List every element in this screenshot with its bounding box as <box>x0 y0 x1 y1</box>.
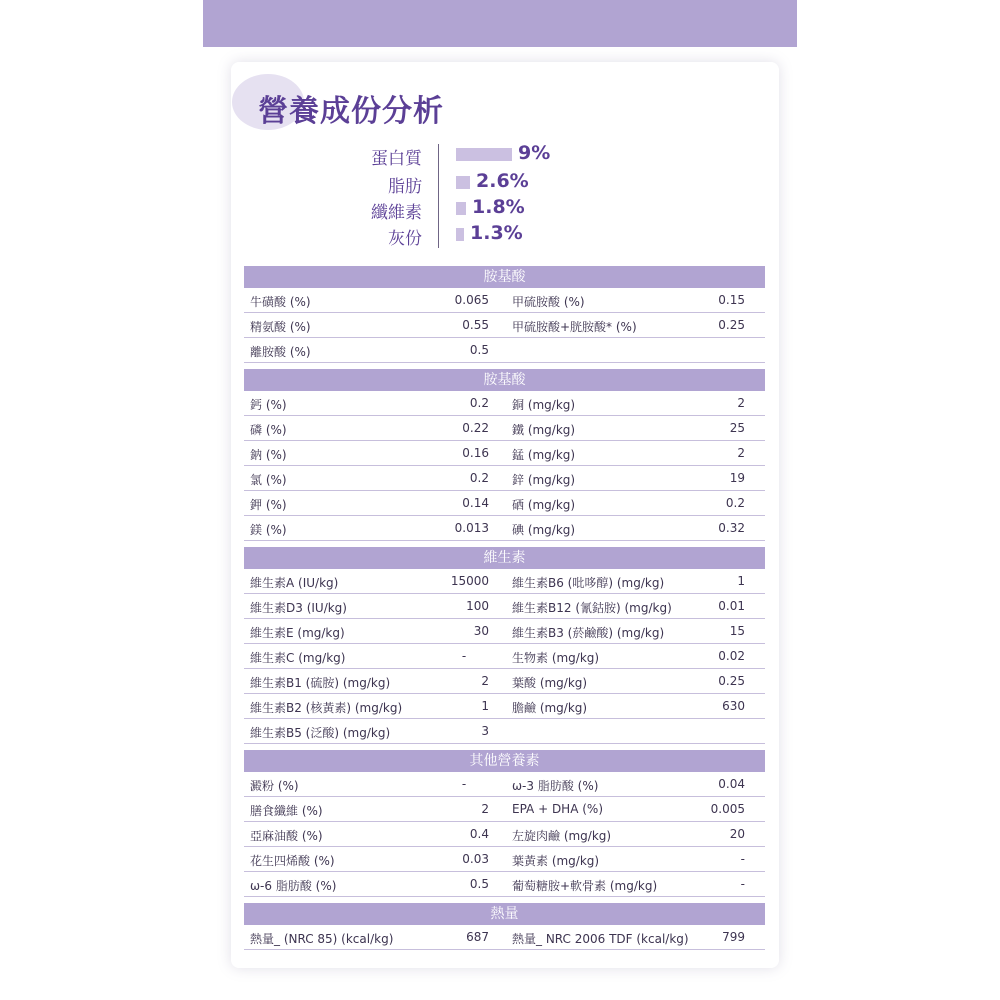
table-row <box>244 516 765 541</box>
summary-bar <box>456 202 466 215</box>
nutrient-value: 0.14 <box>462 496 489 510</box>
nutrient-value: 0.25 <box>718 674 745 688</box>
summary-value: 2.6% <box>476 170 529 192</box>
nutrient-value: 0.5 <box>469 343 489 357</box>
nutrient-name: 錳 (mg/kg) <box>512 448 576 462</box>
summary-label: 蛋白質 <box>371 149 422 169</box>
nutrient-name: 維生素D3 (IU/kg) <box>250 601 347 615</box>
nutrient-value: 0.32 <box>718 521 745 535</box>
nutrient-value: 2 <box>481 802 489 816</box>
summary-label: 脂肪 <box>388 177 422 197</box>
nutrient-name: 甲硫胺酸 (%) <box>512 295 585 309</box>
nutrient-name: 碘 (mg/kg) <box>512 523 576 537</box>
nutrient-name: 熱量_ (NRC 85) (kcal/kg) <box>250 932 394 946</box>
nutrient-value: 3 <box>481 724 489 738</box>
nutrient-name: 鐵 (mg/kg) <box>512 423 576 437</box>
nutrient-table <box>244 750 765 897</box>
nutrient-name: ω-3 脂肪酸 (%) <box>512 779 599 793</box>
nutrient-table <box>244 547 765 744</box>
table-row <box>244 925 765 950</box>
nutrient-value: 1 <box>481 699 489 713</box>
nutrient-name: 甲硫胺酸+胱胺酸* (%) <box>512 320 637 334</box>
nutrient-table <box>244 266 765 363</box>
table-row <box>244 416 765 441</box>
summary-row <box>330 196 660 223</box>
nutrient-value: 0.04 <box>718 777 745 791</box>
nutrient-value: 15 <box>729 624 745 638</box>
nutrient-value: 0.2 <box>469 471 489 485</box>
table-row <box>244 594 765 619</box>
nutrient-value: - <box>740 852 745 866</box>
nutrient-name: 硒 (mg/kg) <box>512 498 576 512</box>
nutrient-value: 0.25 <box>718 318 745 332</box>
table-row <box>244 466 765 491</box>
nutrient-value: 2 <box>737 446 745 460</box>
nutrient-value: 0.15 <box>718 293 745 307</box>
nutrient-table <box>244 369 765 541</box>
nutrient-value: 0.55 <box>462 318 489 332</box>
nutrient-name: 維生素B3 (菸鹼酸) (mg/kg) <box>512 626 665 640</box>
summary-value: 9% <box>518 142 551 164</box>
nutrient-value: 1 <box>737 574 745 588</box>
nutrient-value: 0.22 <box>462 421 489 435</box>
nutrient-name: 鉀 (%) <box>250 498 287 512</box>
table-row <box>244 338 765 363</box>
nutrient-value: 799 <box>722 930 745 944</box>
nutrient-value: 0.01 <box>718 599 745 613</box>
top-banner <box>203 0 797 47</box>
nutrient-name: 維生素B2 (核黃素) (mg/kg) <box>250 701 403 715</box>
nutrient-value: - <box>461 649 467 663</box>
table-row <box>244 619 765 644</box>
table-row <box>244 719 765 744</box>
table-header: 胺基酸 <box>244 369 765 391</box>
nutrient-name: 花生四烯酸 (%) <box>250 854 335 868</box>
table-row <box>244 491 765 516</box>
table-row <box>244 644 765 669</box>
table-row <box>244 313 765 338</box>
nutrient-name: 維生素A (IU/kg) <box>250 576 339 590</box>
nutrient-name: 維生素E (mg/kg) <box>250 626 345 640</box>
nutrient-value: 20 <box>729 827 745 841</box>
nutrient-value: 0.065 <box>454 293 489 307</box>
nutrient-value: 15000 <box>450 574 489 588</box>
table-row <box>244 288 765 313</box>
page-title: 營養成份分析 <box>258 94 444 129</box>
nutrient-value: 0.2 <box>725 496 745 510</box>
nutrient-name: 鎂 (%) <box>250 523 287 537</box>
nutrient-value: 630 <box>722 699 745 713</box>
table-header: 維生素 <box>244 547 765 569</box>
nutrient-name: 膳食纖維 (%) <box>250 804 323 818</box>
nutrient-name: 銅 (mg/kg) <box>512 398 576 412</box>
nutrient-value: 0.5 <box>469 877 489 891</box>
summary-value: 1.8% <box>472 196 525 218</box>
nutrient-value: 30 <box>473 624 489 638</box>
nutrient-name: 鈉 (%) <box>250 448 287 462</box>
nutrient-table <box>244 903 765 950</box>
nutrient-name: 維生素B12 (氰鈷胺) (mg/kg) <box>512 601 672 615</box>
table-row <box>244 772 765 797</box>
nutrient-value: 0.2 <box>469 396 489 410</box>
summary-label: 纖維素 <box>371 203 422 223</box>
nutrient-name: 葉酸 (mg/kg) <box>512 676 588 690</box>
nutrient-value: 0.005 <box>710 802 745 816</box>
nutrient-value: 25 <box>729 421 745 435</box>
guaranteed-analysis-summary <box>330 144 660 248</box>
nutrient-value: 0.02 <box>718 649 745 663</box>
nutrient-value: - <box>461 777 467 791</box>
summary-bar <box>456 148 512 161</box>
summary-row <box>330 222 660 249</box>
table-row <box>244 391 765 416</box>
summary-row <box>330 170 660 197</box>
summary-bar <box>456 228 464 241</box>
nutrient-value: 0.013 <box>454 521 489 535</box>
summary-label: 灰份 <box>388 229 422 249</box>
table-row <box>244 872 765 897</box>
nutrient-value: 2 <box>481 674 489 688</box>
table-row <box>244 441 765 466</box>
nutrient-name: 膽鹼 (mg/kg) <box>512 701 588 715</box>
nutrient-name: ω-6 脂肪酸 (%) <box>250 879 337 893</box>
nutrient-name: 澱粉 (%) <box>250 779 299 793</box>
nutrient-name: 磷 (%) <box>250 423 287 437</box>
table-header: 胺基酸 <box>244 266 765 288</box>
nutrient-name: 葉黃素 (mg/kg) <box>512 854 600 868</box>
nutrient-value: 0.03 <box>462 852 489 866</box>
nutrient-value: 19 <box>729 471 745 485</box>
summary-row <box>330 142 660 169</box>
nutrient-name: 維生素C (mg/kg) <box>250 651 346 665</box>
nutrient-name: 氯 (%) <box>250 473 287 487</box>
nutrient-name: 離胺酸 (%) <box>250 345 311 359</box>
nutrient-name: 精氨酸 (%) <box>250 320 311 334</box>
summary-bar <box>456 176 470 189</box>
nutrient-name: 牛磺酸 (%) <box>250 295 311 309</box>
nutrient-name: 鈣 (%) <box>250 398 287 412</box>
table-row <box>244 847 765 872</box>
nutrient-name: 維生素B1 (硫胺) (mg/kg) <box>250 676 391 690</box>
nutrient-name: 熱量_ NRC 2006 TDF (kcal/kg) <box>512 932 689 946</box>
table-row <box>244 669 765 694</box>
nutrient-name: 維生素B5 (泛酸) (mg/kg) <box>250 726 391 740</box>
nutrient-name: 鋅 (mg/kg) <box>512 473 576 487</box>
table-row <box>244 797 765 822</box>
nutrient-name: 生物素 (mg/kg) <box>512 651 600 665</box>
nutrient-value: 100 <box>466 599 489 613</box>
table-row <box>244 694 765 719</box>
nutrient-name: EPA + DHA (%) <box>512 802 603 816</box>
table-row <box>244 569 765 594</box>
summary-value: 1.3% <box>470 222 523 244</box>
nutrient-name: 左旋肉鹼 (mg/kg) <box>512 829 612 843</box>
table-row <box>244 822 765 847</box>
table-header: 熱量 <box>244 903 765 925</box>
table-header: 其他營養素 <box>244 750 765 772</box>
nutrient-value: 0.16 <box>462 446 489 460</box>
nutrient-name: 亞麻油酸 (%) <box>250 829 323 843</box>
nutrient-value: 687 <box>466 930 489 944</box>
nutrient-value: 0.4 <box>469 827 489 841</box>
nutrient-name: 葡萄糖胺+軟骨素 (mg/kg) <box>512 879 658 893</box>
nutrient-name: 維生素B6 (吡哆醇) (mg/kg) <box>512 576 665 590</box>
nutrient-value: - <box>740 877 745 891</box>
nutrient-value: 2 <box>737 396 745 410</box>
